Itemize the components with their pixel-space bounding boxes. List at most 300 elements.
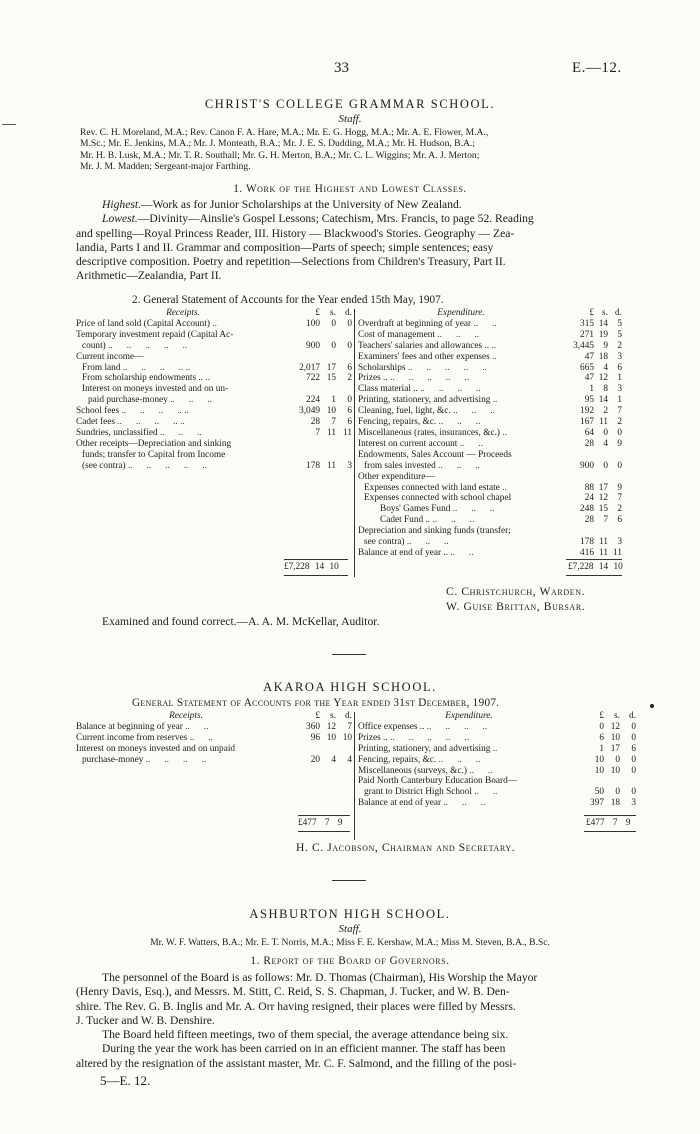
pence-header: d. [615, 308, 622, 318]
item-description [358, 504, 564, 515]
item-description [358, 755, 580, 766]
akaroa-title: AKAROA HIGH SCHOOL. [263, 680, 437, 694]
pounds-value: 360 [306, 721, 320, 732]
shillings-value: 14 [598, 395, 608, 406]
ashburton-staff-list: Mr. W. F. Watters, B.A.; Mr. E. T. Norris, M.A.; Miss F. E. Kershaw, M.A.; Miss M. Steven, B.A., B.Sc. [150, 937, 550, 948]
shillings-value [320, 352, 336, 363]
pence-header: d. [629, 711, 636, 721]
shillings-value: 4 [603, 362, 608, 373]
work-classes-heading: 1. Work of the Highest and Lowest Classes. [233, 183, 467, 195]
pounds-value: 192 [580, 406, 594, 417]
shillings-value: 7 [603, 515, 608, 526]
item-text: Balance at end of year .. [358, 547, 449, 558]
leader-dots: .. .. [182, 721, 209, 732]
christs-receipts-row [76, 406, 352, 417]
lowest-text: —Divinity—Ainslie's Gospel Lessons; Catechism, Mrs. Francis, to page 52. Reading [137, 212, 534, 226]
pence-value: 9 [617, 438, 622, 449]
pence-value: 0 [347, 340, 352, 351]
leader-dots: .. .. .. .. [417, 384, 481, 395]
pence-value: 10 [342, 732, 352, 743]
column-divider [354, 309, 355, 577]
pounds-value: 1 [589, 384, 594, 395]
pence-value: 4 [347, 754, 352, 765]
pounds-value [290, 439, 320, 450]
item-text: Expenses connected with school chapel [364, 493, 512, 504]
item-text: Other receipts—Depreciation and sinking [76, 438, 232, 449]
shillings-value: 7 [331, 417, 336, 428]
akaroa-expenditure-row [358, 744, 636, 755]
pounds-value: 2,017 [299, 362, 320, 373]
christs-receipts-header-row [76, 308, 352, 319]
shillings-value: 17 [610, 743, 620, 754]
leader-dots: .. [490, 395, 498, 406]
leader-dots: .. [500, 427, 507, 438]
total-shillings: 7 [324, 818, 330, 828]
pounds-value: 100 [306, 318, 320, 329]
leader-dots: .. .. [471, 787, 498, 798]
pence-header: d. [345, 711, 352, 721]
christs-receipts-row [76, 461, 352, 472]
board-report-heading: 1. Report of the Board of Governors. [250, 955, 450, 967]
akaroa-expenditure [358, 711, 636, 809]
pence-value: 0 [631, 732, 636, 743]
pence-value: 0 [631, 721, 636, 732]
christs-expenditure-row [358, 352, 622, 363]
shillings-value: 1 [331, 395, 336, 406]
item-text: Balance at end of year [358, 798, 442, 809]
shillings-value: 12 [610, 721, 620, 732]
christs-expenditure-row [358, 439, 622, 450]
item-text: Examiners' fees and other expenses [358, 351, 490, 362]
shillings-value [320, 439, 336, 450]
pounds-value: 178 [580, 537, 594, 548]
shillings-value: 11 [599, 417, 608, 428]
leader-dots: .. .. .. [436, 754, 481, 765]
item-description [358, 417, 564, 428]
akaroa-receipts-row [76, 744, 352, 755]
item-text: count) [82, 340, 106, 351]
christs-expenditure-row [358, 373, 622, 384]
item-description [358, 352, 564, 363]
item-description [76, 373, 290, 384]
total-rule [298, 831, 350, 832]
pence-value: 6 [617, 362, 622, 373]
pence-value: 3 [347, 460, 352, 471]
item-text: Office expenses .. [358, 721, 425, 732]
report-line: shire. The Rev. G. B. Inglis and Mr. A. Orr having resigned, their places were filled by Messrs. [76, 999, 516, 1013]
pence-value: 11 [613, 547, 622, 558]
item-description [76, 352, 290, 363]
christs-receipts-row [76, 417, 352, 428]
leader-dots: .. [489, 340, 497, 351]
christs-expenditure-row [358, 483, 622, 494]
item-description [358, 798, 580, 809]
item-description [358, 384, 564, 395]
akaroa-signature: H. C. Jacobson, Chairman and Secretary. [296, 841, 516, 854]
item-text: funds; transfer to Capital from Income [82, 449, 226, 460]
total-pounds: £7,228 [284, 562, 310, 572]
lowest-line: descriptive composition. Poetry and repetition—Selections from Children's Treasury, Part II. [76, 255, 506, 269]
leader-dots: .. [490, 743, 498, 754]
pence-value [620, 776, 636, 787]
item-text: Cleaning, fuel, light, &c. [358, 406, 451, 417]
pence-value: 5 [617, 329, 622, 340]
leader-dots: .. .. .. .. [143, 754, 207, 765]
pence-value: 11 [343, 427, 352, 438]
item-description [358, 744, 580, 755]
shillings-value [604, 776, 620, 787]
shillings-value: 10 [326, 406, 336, 417]
item-text: Prizes .. [358, 732, 388, 743]
leader-dots: .. .. .. [157, 427, 202, 438]
item-description [358, 515, 564, 526]
christs-expenditure-row [358, 504, 622, 515]
item-description [358, 330, 564, 341]
item-description [358, 450, 564, 461]
christs-receipts-row [76, 352, 352, 363]
item-description [358, 461, 564, 472]
pounds-value: 96 [310, 732, 320, 743]
shillings-value [594, 526, 608, 537]
item-text: Fencing, repairs, &c. [358, 754, 437, 765]
item-text: Paid North Canterbury Education Board— [358, 776, 518, 787]
item-description [358, 439, 564, 450]
item-text: Current income— [76, 351, 144, 362]
item-text: Interest on moneys invested and on unpaid [76, 743, 236, 754]
pence-value: 6 [347, 406, 352, 417]
pounds-value: 20 [310, 754, 320, 765]
pounds-header: £ [315, 711, 320, 721]
highest-class-paragraph [76, 198, 636, 284]
pounds-value: 7 [315, 427, 320, 438]
pounds-value: 28 [310, 417, 320, 428]
christs-expenditure-row [358, 450, 622, 461]
staff-line: Mr. H. B. Lusk, M.A.; Mr. T. R. Southall; Mr. G. H. Merton, B.A.; Mr. C. L. Wiggins; Mr. A. J. Merton; [80, 149, 480, 161]
pounds-value: 95 [584, 395, 594, 406]
item-description [76, 450, 290, 461]
item-text: Price of land sold (Capital Account) [76, 318, 210, 329]
shillings-value: 19 [598, 329, 608, 340]
item-text: Interest on moneys invested and on un- [82, 384, 229, 395]
christs-receipts-row [76, 439, 352, 450]
christs-receipts-row [76, 450, 352, 461]
shillings-value: 12 [598, 493, 608, 504]
staff-line: Mr. J. M. Madden; Sergeant-major Farthing. [80, 161, 251, 173]
akaroa-receipts [76, 711, 352, 766]
total-pounds: £477 [298, 818, 317, 828]
pounds-value: 900 [306, 340, 320, 351]
item-description [76, 733, 296, 744]
pence-value: 6 [347, 362, 352, 373]
page-reference: E.—12. [572, 60, 622, 76]
christs-expenditure-row [358, 472, 622, 483]
item-description [358, 395, 564, 406]
item-description [76, 395, 290, 406]
leader-dots: .. .. .. .. .. [105, 340, 188, 351]
christs-expenditure-row [358, 515, 622, 526]
item-description [358, 493, 564, 504]
leader-dots: .. .. [466, 765, 493, 776]
report-line: altered by the resignation of the assistant master, Mr. C. F. Salmond, and the filling of the posi- [76, 1056, 517, 1070]
lowest-label: Lowest. [102, 212, 138, 226]
shillings-value: 11 [327, 460, 336, 471]
shillings-value [594, 472, 608, 483]
christs-expenditure-row [358, 363, 622, 374]
leader-dots: .. .. .. .. .. [125, 460, 207, 471]
pounds-value [296, 744, 320, 755]
shillings-value: 15 [326, 373, 336, 384]
christs-receipts-table [76, 308, 352, 472]
christs-expenditure-row [358, 395, 622, 406]
leader-dots: .. .. .. [430, 515, 475, 526]
highest-text: —Work as for Junior Scholarships at the University of New Zealand. [140, 198, 462, 211]
item-description [76, 461, 290, 472]
total-shillings: 7 [612, 818, 618, 828]
shillings-value: 17 [598, 482, 608, 493]
akaroa-receipts-row [76, 755, 352, 766]
christs-expenditure-total [568, 562, 624, 572]
leader-dots: .. .. .. [167, 395, 212, 406]
total-shillings: 14 [598, 562, 609, 572]
pounds-value [290, 384, 320, 395]
signature-mark: 5—E. 12. [100, 1073, 151, 1088]
column-divider [354, 712, 355, 840]
item-text: Miscellaneous (rates, insurances, &c.) [358, 427, 500, 438]
pence-value: 3 [631, 798, 636, 809]
leader-dots: .. [499, 482, 507, 493]
pounds-header: £ [315, 308, 320, 318]
item-text: Interest on current account [358, 438, 458, 449]
pence-value: 0 [617, 460, 622, 471]
item-text: (see contra) [82, 460, 126, 471]
shillings-value: 12 [326, 721, 336, 732]
pence-value: 0 [631, 787, 636, 798]
pounds-value: 3,049 [299, 406, 320, 417]
pounds-value: 0 [599, 721, 604, 732]
pence-value: 2 [617, 417, 622, 428]
total-rule [566, 575, 622, 576]
pence-value [336, 439, 352, 450]
item-text: Prizes .. [358, 373, 388, 384]
shillings-value: 0 [603, 427, 608, 438]
board-report-text [76, 971, 638, 1071]
total-rule [298, 815, 350, 816]
akaroa-receipts-row [76, 733, 352, 744]
shillings-value: 15 [598, 504, 608, 515]
christs-expenditure-row [358, 406, 622, 417]
total-rule [584, 831, 636, 832]
pence-value [608, 526, 622, 537]
christs-receipts-row [76, 428, 352, 439]
pounds-value: 178 [306, 460, 320, 471]
christs-expenditure-row [358, 526, 622, 537]
leader-dots: .. .. .. [441, 798, 486, 809]
item-description [76, 341, 290, 352]
christs-receipts-row [76, 330, 352, 341]
margin-dot [650, 704, 654, 708]
shillings-value: 4 [603, 438, 608, 449]
christs-expenditure-row [358, 428, 622, 439]
christs-college-title: CHRIST'S COLLEGE GRAMMAR SCHOOL. [204, 97, 496, 111]
pounds-value [290, 330, 320, 341]
shillings-value: 17 [326, 362, 336, 373]
leader-dots: .. .. .. .. .. [405, 362, 487, 373]
christs-receipts [76, 308, 352, 472]
pounds-header: £ [599, 711, 604, 721]
total-rule [284, 559, 348, 560]
pounds-value: 47 [584, 373, 594, 384]
shillings-value: 0 [331, 318, 336, 329]
christs-receipts-total [284, 562, 348, 572]
christs-expenditure-row [358, 417, 622, 428]
akaroa-expenditure-row [358, 766, 636, 777]
item-text: Printing, stationery, and advertising [358, 743, 491, 754]
leader-dots: .. .. [457, 438, 483, 449]
pounds-value [564, 526, 594, 537]
pounds-value: 3,445 [573, 340, 594, 351]
section-divider [332, 654, 366, 655]
christs-receipts-row [76, 341, 352, 352]
shillings-value: 11 [599, 537, 608, 548]
pence-value: 7 [617, 493, 622, 504]
total-rule [584, 815, 636, 816]
christs-expenditure [358, 308, 622, 559]
item-text: School fees [76, 406, 120, 417]
pounds-value: 10 [594, 765, 604, 776]
item-text: Overdraft at beginning of year [358, 318, 472, 329]
leader-dots: .. .. .. [434, 329, 480, 340]
pence-value: 0 [617, 427, 622, 438]
shillings-header: s. [614, 711, 620, 721]
report-line: The Board held fifteen meetings, two of them special, the average attendance being six. [102, 1028, 509, 1042]
item-text: Class material .. [358, 384, 418, 395]
pounds-value: 224 [306, 395, 320, 406]
item-text: Current income from reserves [76, 732, 188, 743]
shillings-value [320, 330, 336, 341]
pence-value: 2 [617, 340, 622, 351]
ashburton-title: ASHBURTON HIGH SCHOOL. [249, 907, 451, 921]
item-text: Expenses connected with land estate [364, 482, 500, 493]
report-line: The personnel of the Board is as follows: Mr. D. Thomas (Chairman), His Worship the Mayor [102, 971, 538, 984]
item-text: paid purchase-money [88, 395, 168, 406]
item-description [358, 472, 564, 483]
page-number: 33 [334, 60, 349, 76]
pounds-value: 64 [584, 427, 594, 438]
shillings-value: 10 [610, 732, 620, 743]
akaroa-accounts-heading: General Statement of Accounts for the Year ended 31st December, 1907. [132, 697, 500, 709]
item-description [76, 439, 290, 450]
report-line: J. Tucker and W. B. Denshire. [76, 1013, 215, 1027]
pounds-value: 665 [580, 362, 594, 373]
item-description [358, 483, 564, 494]
item-description [358, 776, 580, 787]
pence-value: 0 [347, 318, 352, 329]
item-description [76, 744, 296, 755]
leader-dots: .. [203, 373, 211, 384]
christs-staff-list [80, 127, 640, 173]
item-description [358, 787, 580, 798]
total-pence: 10 [613, 562, 623, 572]
shillings-value: 0 [615, 787, 620, 798]
highest-line [76, 198, 636, 212]
ashburton-staff-heading: Staff. [338, 923, 362, 935]
pounds-value: 167 [580, 417, 594, 428]
lowest-line [76, 212, 636, 226]
item-description [358, 406, 564, 417]
akaroa-expenditure-row [358, 798, 636, 809]
akaroa-expenditure-row [358, 733, 636, 744]
christs-expenditure-row [358, 461, 622, 472]
item-text: Scholarships [358, 362, 406, 373]
leader-dots: .. .. .. [404, 537, 449, 548]
total-pence: 9 [337, 818, 343, 828]
leader-dots: .. .. .. .. .. [387, 732, 470, 743]
auditor-statement: Examined and found correct.—A. A. M. McKellar, Auditor. [102, 615, 380, 628]
leader-dots: .. .. .. [450, 406, 495, 417]
lowest-line: Arithmetic—Zealandia, Part II. [76, 269, 222, 283]
leader-dots: .. .. .. .. .. [119, 406, 189, 417]
christs-expenditure-row [358, 537, 622, 548]
shillings-value: 10 [326, 732, 336, 743]
shillings-value: 18 [598, 351, 608, 362]
pence-value [608, 450, 622, 461]
christs-expenditure-row [358, 548, 622, 559]
shillings-value: 12 [598, 373, 608, 384]
pence-value: 1 [617, 395, 622, 406]
akaroa-receipts-row [76, 722, 352, 733]
shillings-header: s. [330, 308, 336, 318]
item-description [76, 363, 290, 374]
item-description [358, 733, 580, 744]
section-divider [332, 880, 366, 881]
leader-dots: .. .. .. .. .. [120, 362, 191, 373]
warden-signature: C. Christchurch, Warden. [446, 585, 586, 598]
christs-expenditure-header-row [358, 308, 622, 319]
christs-expenditure-table [358, 308, 622, 559]
leader-dots: .. .. .. .. .. [387, 373, 470, 384]
pounds-header: £ [589, 308, 594, 318]
lowest-line: landia, Parts I and II. Grammar and composition—Parts of speech; simple sentences; easy [76, 240, 494, 254]
pence-header: d. [345, 308, 352, 318]
pence-value: 3 [617, 537, 622, 548]
report-line: (Henry Davis, Esq.), and Messrs. M. Stitt, C. Reid, S. S. Chapman, J. Tucker, and W. B. Den- [76, 985, 510, 999]
item-description [76, 417, 290, 428]
pence-value: 1 [617, 373, 622, 384]
item-text: From land [82, 362, 121, 373]
pounds-value: 416 [580, 547, 594, 558]
shillings-header: s. [330, 711, 336, 721]
pence-value: 5 [617, 318, 622, 329]
item-text: Boys' Games Fund [380, 504, 451, 515]
item-text: see contra) [364, 537, 405, 548]
pounds-value: 28 [584, 438, 594, 449]
item-text: Temporary investment repaid (Capital Ac- [76, 329, 234, 340]
pence-value: 7 [617, 406, 622, 417]
pence-value: 6 [617, 515, 622, 526]
item-text: Teachers' salaries and allowances .. [358, 340, 490, 351]
item-text: Cost of management [358, 329, 435, 340]
pence-value: 0 [631, 754, 636, 765]
akaroa-expenditure-header-row [358, 711, 636, 722]
item-text: from sales invested [364, 460, 436, 471]
item-description [358, 548, 564, 559]
pence-value [336, 384, 352, 395]
pounds-value: 248 [580, 504, 594, 515]
pounds-value: 24 [584, 493, 594, 504]
leader-dots: .. .. .. [450, 504, 495, 515]
pence-value: 6 [347, 417, 352, 428]
akaroa-expenditure-row [358, 787, 636, 798]
